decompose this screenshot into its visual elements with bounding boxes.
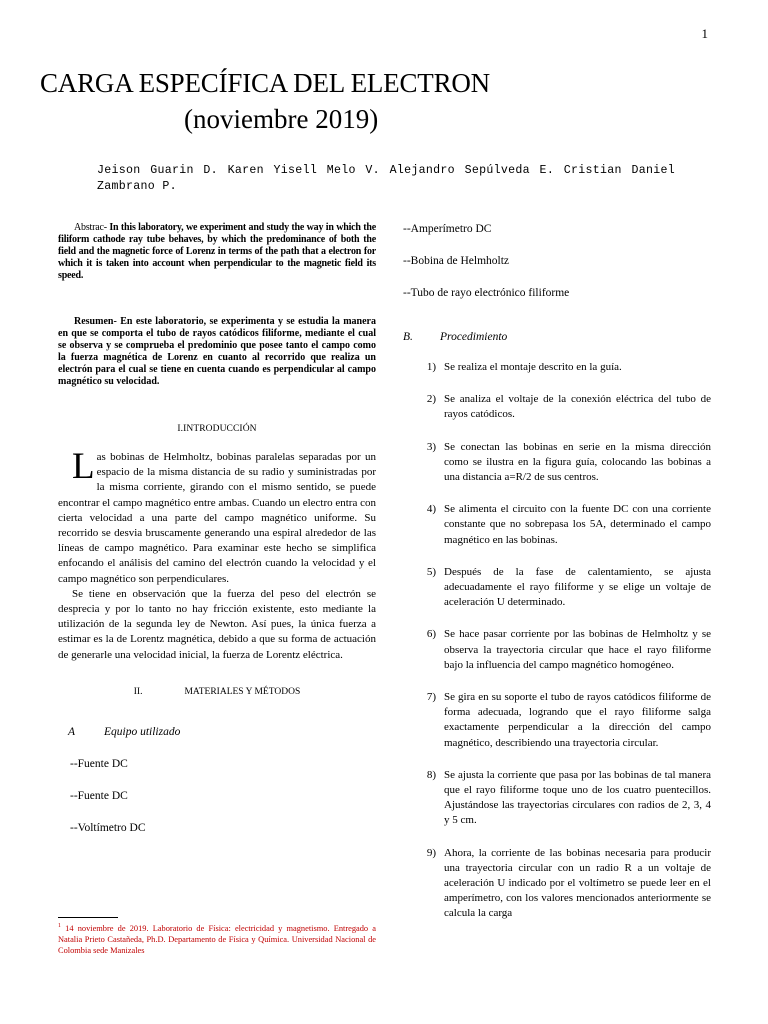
list-item: --Fuente DC (70, 789, 128, 802)
resumen (58, 316, 376, 388)
page-number: 1 (701, 26, 708, 41)
step-number: 3) (426, 440, 436, 453)
step-number: 9) (426, 846, 436, 859)
equipment-heading (58, 725, 376, 739)
right-column (403, 222, 711, 922)
footnote-divider (58, 917, 118, 918)
drop-cap: L (72, 446, 95, 487)
step-text: Se realiza el montaje descrito en la guía. (444, 361, 622, 373)
list-item: --Bobina de Helmholtz (403, 255, 510, 267)
list-item: --Voltímetro DC (70, 821, 146, 834)
materials-title: MATERIALES Y MÉTODOS (184, 686, 301, 697)
step-number: 6) (426, 628, 436, 641)
abstract-text: In this laboratory, we experiment and study the way in which the filiform cathode ray tube behaves, by which the predominance of both the field and the magnetic force of Lorenz in terms of the path that a electron for which it is taken into account when perpendicular to the magnetic field its speed. (58, 222, 377, 281)
paper-date: (noviembre 2019) (184, 104, 379, 134)
introduction-paragraph-2: Se tiene en observación que la fuerza del peso del electrón se desprecia y por lo tanto no hay fricción existente, esto mediante la utilización de la segunda ley de Newton. Así pues, la única fuerza a estimar es la de Lorentz magnética, debido a que su forma de actuación de generarle una velocidad inicial, la fuerza de Lorentz eléctrica. (58, 587, 376, 661)
abstract (58, 222, 376, 282)
equipment-list-left (58, 757, 376, 853)
step-number: 5) (426, 565, 436, 578)
resumen-label: Resumen- (74, 316, 117, 327)
procedure-title: Procedimiento (440, 331, 508, 343)
abstract-label: Abstrac- (74, 222, 107, 233)
procedure-heading (403, 330, 711, 344)
list-item: --Amperímetro DC (403, 223, 492, 235)
step-text: Se analiza el voltaje de la conexión eléctrica del tubo de rayos catódicos. (444, 393, 711, 421)
procedure-step (403, 502, 711, 548)
author-list: Jeison Guarin D. Karen Yisell Melo V. Alejandro Sepúlveda E. Cristian Daniel Zambrano P. (97, 164, 675, 193)
step-number: 2) (426, 393, 436, 406)
step-number: 8) (426, 768, 436, 781)
resumen-text: En este laboratorio, se experimenta y se estudia la manera en que se comporta el tubo de rayos catódicos filiforme, mediante el cual se observa y se comprueba el predominio que posee tanto el campo como la fuerza magnética de Lorenz en cuanto al recorrido que realiza un electrón para el cual se tiene en cuenta cuando es perpendicular al campo magnético su velocidad. (58, 316, 376, 387)
introduction-body (58, 446, 376, 663)
step-text: Después de la fase de calentamiento, se ajusta adecuadamente el rayo filiforme y se elige un voltaje de aceleración U determinado. (444, 565, 711, 609)
procedure-letter: B. (403, 331, 413, 343)
procedure-step (403, 768, 711, 829)
equipment-list-right (403, 222, 711, 318)
equipment-letter: A (68, 725, 76, 738)
procedure-steps (403, 360, 711, 922)
step-text: Se gira en su soporte el tubo de rayos catódicos filiforme de forma adecuada, logrando que el rayo filiforme salga exactamente perpendicular a la dirección del campo magnético, describiendo una trayectoria circular. (444, 691, 711, 749)
equipment-title: Equipo utilizado (104, 725, 181, 738)
procedure-step (403, 440, 711, 486)
step-number: 7) (426, 691, 436, 704)
procedure-step (403, 565, 711, 611)
introduction-paragraph-1: as bobinas de Helmholtz, bobinas paralelas separadas por un espacio de la misma distancia de su radio y suministradas por la misma corriente, girando con el mismo sentido, se puede encontrar el campo magnético entre ambas. Cuando un electro entra con cierta velocidad a una parte del campo magnético uniforme. Su recorrido se desvia bruscamente generando una espiral alrededor de las líneas de campo magnético. Para examinar este hecho se simplifica enfocando el análisis del camino del electrón cuando la velocidad y el campo magnético son perpendiculares. (58, 451, 376, 585)
list-item: --Tubo de rayo electrónico filiforme (403, 287, 570, 299)
footnote (58, 921, 376, 956)
procedure-step (403, 690, 711, 751)
step-number: 1) (426, 361, 436, 373)
step-text: Se alimenta el circuito con la fuente DC con una corriente constante que no sobrepasa los 5A, determinado el campo magnético en las bobinas. (444, 503, 711, 546)
step-number: 4) (426, 503, 436, 516)
step-text: Se conectan las bobinas en serie en la misma dirección como se ilustra en la figura guía, colocando las bobinas a una distancia a=R/2 de sus centros. (444, 440, 711, 484)
left-column (58, 222, 376, 853)
footnote-text: 14 noviembre de 2019. Laboratorio de Física: electricidad y magnetismo. Entregado a Natalia Prieto Castañeda, Ph.D. Departamento de Física y Química. Universidad Nacional de Colombia sede Manizales (58, 923, 376, 955)
step-text: Se hace pasar corriente por las bobinas de Helmholtz y se observa la trayectoria circular que hace el rayo filiforme bajo la influencia del campo magnético homogéneo. (444, 628, 711, 671)
procedure-step (403, 846, 711, 922)
materials-heading (58, 685, 376, 699)
procedure-step (403, 392, 711, 422)
materials-numeral: II. (133, 686, 143, 697)
introduction-heading: I.INTRODUCCIÓN (177, 424, 257, 434)
paper-title: CARGA ESPECÍFICA DEL ELECTRON (40, 68, 490, 98)
step-text: Se ajusta la corriente que pasa por las bobinas de tal manera que el rayo filiforme toque uno de los cuatro puentecillos. Ajustándose las trayectorias circulares con radios de 2, 3, 4 y 5 cm. (444, 768, 711, 827)
footnote-mark: 1 (58, 923, 61, 929)
step-text: Ahora, la corriente de las bobinas necesaria para producir una trayectoria circular con un radio R a un voltaje de aceleración U indicado por el voltímetro se puede leer en el amperímetro, con los valores mencionados anteriormente se calcula la carga (444, 846, 711, 920)
procedure-step (403, 360, 711, 375)
procedure-step (403, 627, 711, 673)
list-item: --Fuente DC (70, 757, 128, 770)
